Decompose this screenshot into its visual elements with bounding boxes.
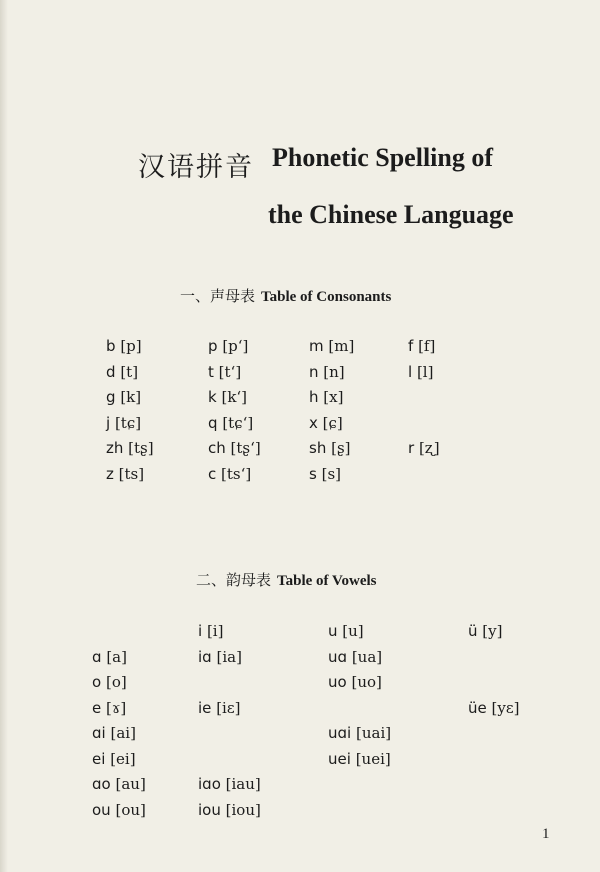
pinyin-letter: u <box>328 622 338 640</box>
ipa-transcription: [n] <box>323 362 345 381</box>
ipa-transcription: [ai] <box>110 724 136 742</box>
vowels-cell <box>198 648 242 666</box>
consonants-cell <box>309 439 351 457</box>
pinyin-letter: l <box>408 362 413 381</box>
pinyin-letter: ie <box>198 698 212 717</box>
consonants-cell <box>408 363 433 381</box>
pinyin-letter: b <box>106 337 116 355</box>
consonants-cell <box>309 414 343 432</box>
consonants-heading-en: Table of Consonants <box>261 289 392 305</box>
consonants-cell <box>208 465 251 483</box>
consonants-cell <box>106 465 144 483</box>
ipa-transcription: [iou] <box>225 800 261 819</box>
pinyin-letter: iɑo <box>198 775 221 793</box>
pinyin-letter: n <box>309 362 319 381</box>
pinyin-letter: i <box>198 622 203 640</box>
pinyin-letter: c <box>208 464 217 483</box>
pinyin-letter: r <box>408 439 415 457</box>
ipa-transcription: [ʐ] <box>418 439 440 457</box>
vowels-heading-en: Table of Vowels <box>277 573 377 589</box>
vowels-cell <box>92 775 146 793</box>
ipa-transcription: [i] <box>206 622 224 640</box>
ipa-transcription: [o] <box>105 673 127 691</box>
vowels-cell <box>468 699 519 717</box>
pinyin-letter: p <box>208 337 218 355</box>
ipa-transcription: [ua] <box>351 647 383 666</box>
vowels-cell <box>198 699 240 717</box>
pinyin-letter: z <box>106 464 114 483</box>
ipa-transcription: [ou] <box>115 800 146 819</box>
ipa-transcription: [uei] <box>355 749 391 768</box>
consonants-cell <box>208 388 247 406</box>
ipa-transcription: [uo] <box>351 673 382 691</box>
ipa-transcription: [t] <box>120 362 139 381</box>
pinyin-letter: h <box>309 388 319 406</box>
ipa-transcription: [iau] <box>225 775 261 793</box>
consonants-cell <box>309 465 341 483</box>
vowels-cell <box>328 648 382 666</box>
vowels-heading <box>196 569 377 590</box>
consonants-cell <box>208 337 248 355</box>
title-chinese: 汉语拼音 <box>138 152 254 183</box>
pinyin-letter: k <box>208 388 217 406</box>
vowels-cell <box>468 622 502 640</box>
pinyin-letter: ei <box>92 749 106 768</box>
pinyin-letter: ɑi <box>92 724 106 742</box>
pinyin-letter: ü <box>468 622 478 640</box>
consonants-cell <box>408 439 440 457</box>
ipa-transcription: [uai] <box>355 724 392 742</box>
vowels-cell <box>92 750 136 768</box>
ipa-transcription: [l] <box>416 362 434 381</box>
pinyin-letter: sh <box>309 439 327 457</box>
vowels-cell <box>198 801 261 819</box>
title-english-line2: the Chinese Language <box>268 200 514 229</box>
consonants-cell <box>106 363 138 381</box>
vowels-cell <box>328 622 364 640</box>
pinyin-letter: e <box>92 698 102 717</box>
pinyin-letter: j <box>106 413 111 432</box>
ipa-transcription: [au] <box>115 775 146 793</box>
pinyin-letter: ɑo <box>92 775 111 793</box>
consonants-cell <box>106 414 141 432</box>
pinyin-letter: f <box>408 337 414 355</box>
ipa-transcription: [ʂ] <box>331 439 351 457</box>
vowels-cell <box>328 673 382 691</box>
consonants-cell <box>309 388 343 406</box>
consonants-cell <box>106 388 141 406</box>
pinyin-letter: d <box>106 362 116 381</box>
consonants-cell <box>408 337 435 355</box>
title-english-line1: Phonetic Spelling of <box>272 143 494 172</box>
pinyin-letter: s <box>309 464 317 483</box>
pinyin-letter: x <box>309 413 318 432</box>
pinyin-letter: m <box>309 337 324 355</box>
consonants-cell <box>208 363 241 381</box>
vowels-cell <box>328 750 391 768</box>
ipa-transcription: [tɕʻ] <box>222 413 254 432</box>
vowels-cell <box>198 622 223 640</box>
page-edge-shadow <box>0 0 8 872</box>
consonants-heading <box>180 285 391 306</box>
vowels-cell <box>198 775 261 793</box>
ipa-transcription: [tʻ] <box>218 362 242 381</box>
ipa-transcription: [a] <box>106 647 127 666</box>
pinyin-letter: iɑ <box>198 647 212 666</box>
ipa-transcription: [ia] <box>216 647 242 666</box>
pinyin-letter: q <box>208 413 218 432</box>
page-number: 1 <box>542 826 550 842</box>
ipa-transcription: [m] <box>328 337 355 355</box>
pinyin-letter: ou <box>92 800 111 819</box>
consonants-cell <box>208 414 253 432</box>
ipa-transcription: [p] <box>120 337 142 355</box>
ipa-transcription: [s] <box>321 464 342 483</box>
ipa-transcription: [tɕ] <box>114 413 142 432</box>
vowels-cell <box>92 699 126 717</box>
ipa-transcription: [tsʻ] <box>221 464 252 483</box>
pinyin-letter: ch <box>208 439 226 457</box>
consonants-cell <box>106 337 142 355</box>
pinyin-letter: uei <box>328 749 351 768</box>
pinyin-letter: uo <box>328 673 347 691</box>
vowels-cell <box>328 724 391 742</box>
vowels-cell <box>92 648 127 666</box>
ipa-transcription: [y] <box>482 622 503 640</box>
pinyin-letter: iou <box>198 800 221 819</box>
consonants-cell <box>106 439 154 457</box>
pinyin-letter: üe <box>468 698 487 717</box>
pinyin-letter: t <box>208 362 214 381</box>
vowels-heading-zh: 二、韵母表 <box>196 571 272 589</box>
vowels-cell <box>92 801 146 819</box>
ipa-transcription: [pʻ] <box>222 337 249 355</box>
pinyin-letter: uɑ <box>328 647 348 666</box>
ipa-transcription: [tʂ] <box>128 439 154 457</box>
ipa-transcription: [tʂʻ] <box>230 439 261 457</box>
vowels-cell <box>92 724 136 742</box>
ipa-transcription: [ei] <box>110 749 136 768</box>
ipa-transcription: [ɤ] <box>106 698 127 717</box>
ipa-transcription: [iɛ] <box>216 698 241 717</box>
pinyin-letter: g <box>106 388 116 406</box>
consonants-cell <box>309 337 354 355</box>
ipa-transcription: [f] <box>418 337 436 355</box>
ipa-transcription: [u] <box>342 622 364 640</box>
ipa-transcription: [ts] <box>118 464 145 483</box>
ipa-transcription: [x] <box>323 388 344 406</box>
pinyin-letter: ɑ <box>92 647 102 666</box>
ipa-transcription: [ɕ] <box>322 413 343 432</box>
pinyin-letter: o <box>92 673 102 691</box>
ipa-transcription: [yɛ] <box>491 698 520 717</box>
consonants-cell <box>309 363 345 381</box>
ipa-transcription: [k] <box>120 388 142 406</box>
ipa-transcription: [kʻ] <box>221 388 248 406</box>
consonants-heading-zh: 一、声母表 <box>180 287 256 305</box>
pinyin-letter: uɑi <box>328 724 352 742</box>
pinyin-letter: zh <box>106 439 124 457</box>
consonants-cell <box>208 439 261 457</box>
vowels-cell <box>92 673 127 691</box>
